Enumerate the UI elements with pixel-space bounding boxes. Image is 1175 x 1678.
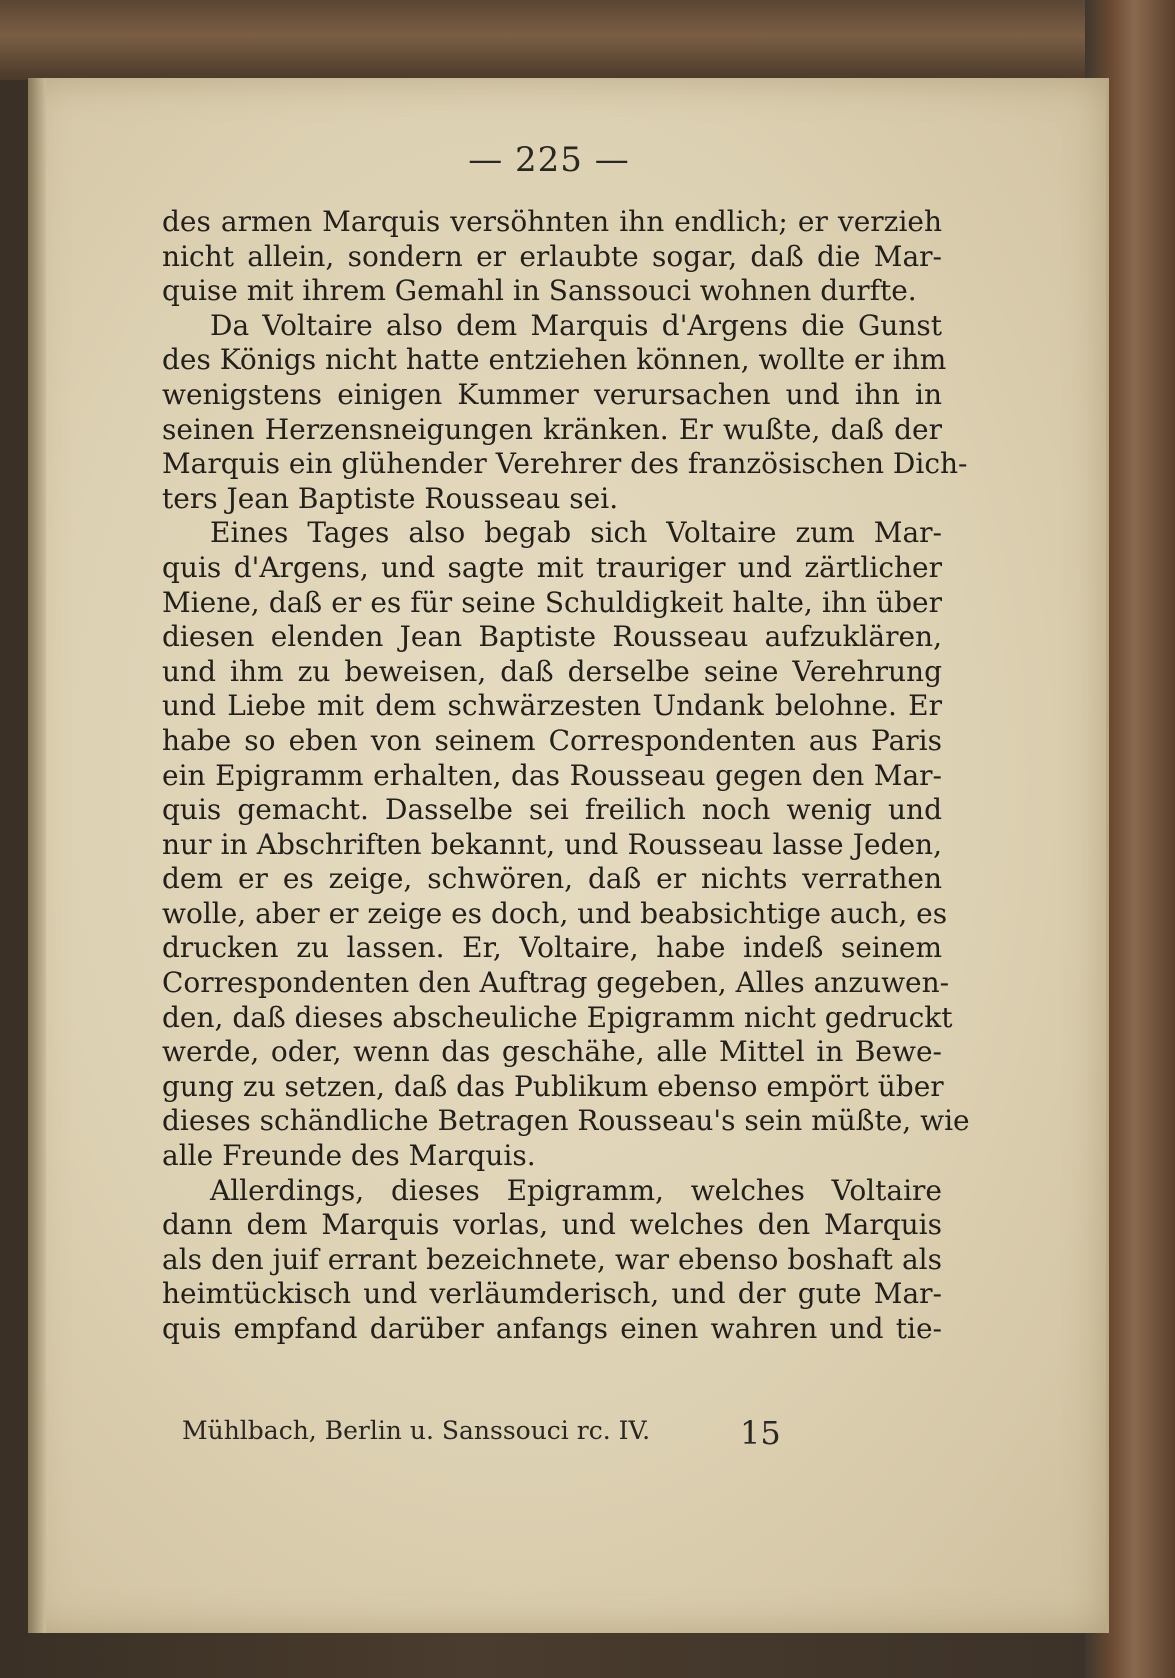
text-line: nur in Abschriften bekannt, und Rousseau lasse Jeden, [162,827,942,861]
text-line: quis gemacht. Dasselbe sei freilich noch wenig und [162,793,942,827]
text-line: als den juif errant bezeichnete, war ebenso boshaft als [162,1242,942,1276]
cover-top-edge [0,0,1175,80]
text-line: quis d'Argens, und sagte mit trauriger und zärtlicher [162,550,942,584]
text-line: dann dem Marquis vorlas, und welches den Marquis [162,1208,942,1242]
text-line: quise mit ihrem Gemahl in Sanssouci wohnen durfte. [162,274,917,308]
text-line: ters Jean Baptiste Rousseau sei. [162,481,619,515]
text-line: des armen Marquis versöhnten ihn endlich; er verzieh [162,205,942,238]
text-line: wolle, aber er zeige es doch, und beabsichtige auch, es [162,896,948,930]
text-line: Da Voltaire also dem Marquis d'Argens die Gunst [210,308,942,342]
text-line: und ihm zu beweisen, daß derselbe seine Verehrung [162,654,942,688]
sheet-number: 15 [740,1414,781,1452]
body-text [162,205,970,1347]
page-number: — 225 — [468,140,630,180]
text-line: dieses schändliche Betragen Rousseau's sein müßte, wie [162,1104,970,1138]
text-line: den, daß dieses abscheuliche Epigramm nicht gedruckt [162,1000,953,1034]
text-line: Allerdings, dieses Epigramm, welches Voltaire [210,1173,942,1207]
text-line: nicht allein, sondern er erlaubte sogar, daß die Mar- [162,239,942,273]
text-line: Marquis ein glühender Verehrer des französischen Dich- [162,447,968,481]
text-line: wenigstens einigen Kummer verursachen und ihn in [162,377,942,411]
page-gutter [28,78,46,1633]
text-line: ein Epigramm erhalten, das Rousseau gegen den Mar- [162,758,942,792]
text-line: diesen elenden Jean Baptiste Rousseau aufzuklären, [162,620,942,654]
text-line: habe so eben von seinem Correspondenten aus Paris [162,723,942,757]
text-line: werde, oder, wenn das geschähe, alle Mittel in Bewe- [162,1035,942,1069]
text-line: Correspondenten den Auftrag gegeben, Alles anzuwen- [162,966,950,1000]
text-line: drucken zu lassen. Er, Voltaire, habe indeß seinem [162,931,942,965]
text-line: seinen Herzensneigungen kränken. Er wußte, daß der [162,412,942,446]
printer-signature: Mühlbach, Berlin u. Sanssouci rc. IV. [182,1416,651,1445]
text-line: dem er es zeige, schwören, daß er nichts verrathen [162,862,942,896]
text-line: alle Freunde des Marquis. [162,1139,536,1173]
text-line: quis empfand darüber anfangs einen wahren und tie- [162,1312,942,1345]
text-line: Miene, daß er es für seine Schuldigkeit halte, ihn über [162,585,942,619]
text-line: heimtückisch und verläumderisch, und der gute Mar- [162,1277,942,1311]
text-line: gung zu setzen, daß das Publikum ebenso empört über [162,1069,944,1103]
text-line: Eines Tages also begab sich Voltaire zum Mar- [210,516,942,550]
text-line: des Königs nicht hatte entziehen können, wollte er ihm [162,343,947,377]
text-line: und Liebe mit dem schwärzesten Undank belohne. Er [162,689,942,723]
